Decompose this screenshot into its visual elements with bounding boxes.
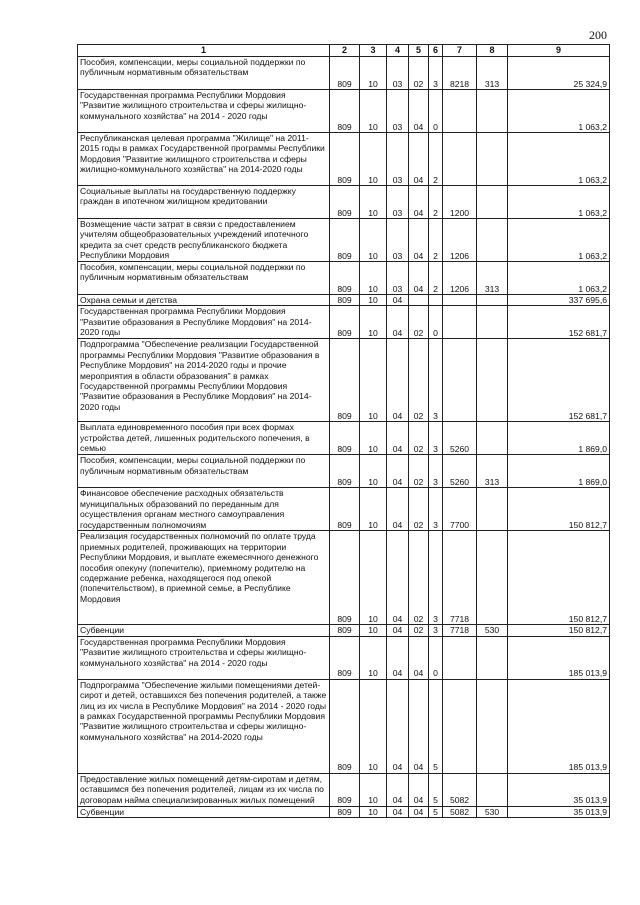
subsection-code-cell: 03 — [387, 262, 409, 295]
program-code-cell: 02 — [409, 422, 429, 455]
ministry-code-cell: 809 — [330, 306, 360, 339]
subprogram-code-cell: 5 — [429, 773, 443, 806]
ministry-code-cell: 809 — [330, 57, 360, 90]
row-name-cell: Выплата единовременного пособия при всех формах устройства детей, лишенных родительского попечения, в семью — [78, 422, 330, 455]
table-header-row — [78, 45, 610, 57]
row-name-cell: Подпрограмма "Обеспечение реализации Государственной программы Республики Мордовия "Развитие образования в Республике Мордовия" на 2014-2020 годы и прочие мероприятия в области образования" в рамках Государственной программы Республики Мордовия "Развитие образования в Республике Мордовия" на 2014-2020 годы — [78, 339, 330, 422]
program-code-cell: 04 — [409, 806, 429, 817]
target-code-cell: 5082 — [443, 806, 477, 817]
col-header-subsection: 4 — [387, 45, 409, 57]
amount-cell: 150 812,7 — [508, 531, 610, 625]
expense-type-cell — [477, 186, 508, 219]
amount-cell: 1 869,0 — [508, 455, 610, 488]
section-code-cell: 10 — [360, 422, 387, 455]
subprogram-code-cell: 0 — [429, 306, 443, 339]
expense-type-cell: 313 — [477, 262, 508, 295]
table-row — [78, 306, 610, 339]
ministry-code-cell: 809 — [330, 133, 360, 186]
expense-type-cell — [477, 133, 508, 186]
program-code-cell: 02 — [409, 625, 429, 636]
subprogram-code-cell: 5 — [429, 679, 443, 773]
section-code-cell: 10 — [360, 773, 387, 806]
amount-cell: 185 013,9 — [508, 679, 610, 773]
amount-cell: 1 063,2 — [508, 133, 610, 186]
ministry-code-cell: 809 — [330, 488, 360, 531]
table-row — [78, 219, 610, 262]
row-name-cell: Пособия, компенсации, меры социальной поддержки по публичным нормативным обязательствам — [78, 262, 330, 295]
subprogram-code-cell: 2 — [429, 186, 443, 219]
subsection-code-cell: 04 — [387, 455, 409, 488]
row-name-cell: Предоставление жилых помещений детям-сиротам и детям, оставшимся без попечения родителей, лицам из их числа по договорам найма специализированных жилых помещений — [78, 773, 330, 806]
program-code-cell: 02 — [409, 306, 429, 339]
target-code-cell — [443, 339, 477, 422]
subsection-code-cell: 03 — [387, 133, 409, 186]
section-code-cell: 10 — [360, 636, 387, 679]
target-code-cell: 5260 — [443, 422, 477, 455]
expense-type-cell — [477, 339, 508, 422]
target-code-cell: 8218 — [443, 57, 477, 90]
row-name-cell: Пособия, компенсации, меры социальной поддержки по публичным нормативным обязательствам — [78, 455, 330, 488]
budget-table — [77, 44, 610, 818]
ministry-code-cell: 809 — [330, 295, 360, 306]
program-code-cell: 04 — [409, 90, 429, 133]
section-code-cell: 10 — [360, 679, 387, 773]
row-name-cell: Субвенции — [78, 806, 330, 817]
page-number: 200 — [589, 28, 607, 42]
amount-cell: 1 869,0 — [508, 422, 610, 455]
col-header-target: 7 — [443, 45, 477, 57]
program-code-cell: 02 — [409, 488, 429, 531]
program-code-cell — [409, 295, 429, 306]
table-row — [78, 186, 610, 219]
table-row — [78, 57, 610, 90]
amount-cell: 1 063,2 — [508, 262, 610, 295]
expense-type-cell — [477, 295, 508, 306]
row-name-cell: Реализация государственных полномочий по оплате труда приемных родителей, проживающих на территории Республики Мордовия, и выплате ежемесячного денежного пособия опекуну (попечителю), приемному родителю на содержание ребенка, находящегося под опекой (попечительством), в приемной семье, в Республике Мордовия — [78, 531, 330, 625]
target-code-cell — [443, 90, 477, 133]
amount-cell: 152 681,7 — [508, 339, 610, 422]
section-code-cell: 10 — [360, 625, 387, 636]
ministry-code-cell: 809 — [330, 806, 360, 817]
program-code-cell: 04 — [409, 133, 429, 186]
section-code-cell: 10 — [360, 339, 387, 422]
program-code-cell: 02 — [409, 455, 429, 488]
program-code-cell: 04 — [409, 636, 429, 679]
section-code-cell: 10 — [360, 806, 387, 817]
amount-cell: 25 324,9 — [508, 57, 610, 90]
table-row — [78, 679, 610, 773]
subsection-code-cell: 03 — [387, 90, 409, 133]
amount-cell: 337 695,6 — [508, 295, 610, 306]
section-code-cell: 10 — [360, 57, 387, 90]
target-code-cell: 1206 — [443, 262, 477, 295]
row-name-cell: Государственная программа Республики Мордовия "Развитие образования в Республике Мордовия" на 2014-2020 годы — [78, 306, 330, 339]
expense-type-cell — [477, 90, 508, 133]
row-name-cell: Пособия, компенсации, меры социальной поддержки по публичным нормативным обязательствам — [78, 57, 330, 90]
subprogram-code-cell: 3 — [429, 625, 443, 636]
ministry-code-cell: 809 — [330, 186, 360, 219]
table-row — [78, 295, 610, 306]
amount-cell: 1 063,2 — [508, 219, 610, 262]
ministry-code-cell: 809 — [330, 219, 360, 262]
col-header-section: 3 — [360, 45, 387, 57]
program-code-cell: 04 — [409, 219, 429, 262]
program-code-cell: 04 — [409, 773, 429, 806]
ministry-code-cell: 809 — [330, 262, 360, 295]
ministry-code-cell: 809 — [330, 636, 360, 679]
subprogram-code-cell: 3 — [429, 531, 443, 625]
subprogram-code-cell: 0 — [429, 90, 443, 133]
target-code-cell — [443, 636, 477, 679]
table-row — [78, 625, 610, 636]
ministry-code-cell: 809 — [330, 455, 360, 488]
expense-type-cell — [477, 679, 508, 773]
subprogram-code-cell: 3 — [429, 488, 443, 531]
subprogram-code-cell: 2 — [429, 219, 443, 262]
section-code-cell: 10 — [360, 219, 387, 262]
ministry-code-cell: 809 — [330, 422, 360, 455]
subprogram-code-cell: 3 — [429, 339, 443, 422]
row-name-cell: Социальные выплаты на государственную поддержку граждан в ипотечном жилищном кредитовании — [78, 186, 330, 219]
subprogram-code-cell: 3 — [429, 57, 443, 90]
ministry-code-cell: 809 — [330, 531, 360, 625]
amount-cell: 35 013,9 — [508, 806, 610, 817]
amount-cell: 152 681,7 — [508, 306, 610, 339]
ministry-code-cell: 809 — [330, 679, 360, 773]
expense-type-cell: 530 — [477, 625, 508, 636]
table-row — [78, 488, 610, 531]
subsection-code-cell: 04 — [387, 531, 409, 625]
subsection-code-cell: 04 — [387, 679, 409, 773]
subprogram-code-cell: 2 — [429, 133, 443, 186]
row-name-cell: Возмещение части затрат в связи с предоставлением учителям общеобразовательных учреждений ипотечного кредита за счет средств республиканского бюджета Республики Мордовия — [78, 219, 330, 262]
table-row — [78, 636, 610, 679]
subsection-code-cell: 03 — [387, 57, 409, 90]
subprogram-code-cell: 3 — [429, 455, 443, 488]
subsection-code-cell: 04 — [387, 306, 409, 339]
table-row — [78, 806, 610, 817]
expense-type-cell: 313 — [477, 455, 508, 488]
program-code-cell: 02 — [409, 57, 429, 90]
row-name-cell: Субвенции — [78, 625, 330, 636]
row-name-cell: Охрана семьи и детства — [78, 295, 330, 306]
subprogram-code-cell: 3 — [429, 422, 443, 455]
amount-cell: 1 063,2 — [508, 186, 610, 219]
expense-type-cell: 530 — [477, 806, 508, 817]
col-header-ministry: 2 — [330, 45, 360, 57]
ministry-code-cell: 809 — [330, 339, 360, 422]
program-code-cell: 04 — [409, 262, 429, 295]
target-code-cell: 7718 — [443, 625, 477, 636]
target-code-cell — [443, 306, 477, 339]
table-row — [78, 422, 610, 455]
program-code-cell: 02 — [409, 339, 429, 422]
col-header-subprogram: 6 — [429, 45, 443, 57]
subsection-code-cell: 04 — [387, 422, 409, 455]
program-code-cell: 02 — [409, 531, 429, 625]
target-code-cell — [443, 295, 477, 306]
subsection-code-cell: 03 — [387, 186, 409, 219]
ministry-code-cell: 809 — [330, 773, 360, 806]
expense-type-cell — [477, 773, 508, 806]
col-header-program: 5 — [409, 45, 429, 57]
ministry-code-cell: 809 — [330, 625, 360, 636]
table-row — [78, 90, 610, 133]
section-code-cell: 10 — [360, 455, 387, 488]
subsection-code-cell: 04 — [387, 625, 409, 636]
expense-type-cell — [477, 306, 508, 339]
table-row — [78, 262, 610, 295]
section-code-cell: 10 — [360, 90, 387, 133]
amount-cell: 35 013,9 — [508, 773, 610, 806]
program-code-cell: 04 — [409, 679, 429, 773]
section-code-cell: 10 — [360, 488, 387, 531]
subprogram-code-cell: 0 — [429, 636, 443, 679]
subsection-code-cell: 04 — [387, 488, 409, 531]
expense-type-cell — [477, 636, 508, 679]
subprogram-code-cell — [429, 295, 443, 306]
table-row — [78, 531, 610, 625]
amount-cell: 150 812,7 — [508, 488, 610, 531]
target-code-cell: 1200 — [443, 186, 477, 219]
col-header-expense-type: 8 — [477, 45, 508, 57]
target-code-cell — [443, 679, 477, 773]
amount-cell: 150 812,7 — [508, 625, 610, 636]
row-name-cell: Республиканская целевая программа "Жилище" на 2011-2015 годы в рамках Государственной программы Республики Мордовия "Развитие жилищного строительства и сферы жилищно-коммунального хозяйства" на 2014-2020 годы — [78, 133, 330, 186]
target-code-cell: 7700 — [443, 488, 477, 531]
subprogram-code-cell: 2 — [429, 262, 443, 295]
target-code-cell: 5082 — [443, 773, 477, 806]
table-row — [78, 339, 610, 422]
section-code-cell: 10 — [360, 133, 387, 186]
ministry-code-cell: 809 — [330, 90, 360, 133]
subprogram-code-cell: 5 — [429, 806, 443, 817]
expense-type-cell — [477, 488, 508, 531]
section-code-cell: 10 — [360, 306, 387, 339]
row-name-cell: Подпрограмма "Обеспечение жилыми помещениями детей-сирот и детей, оставшихся без попечения родителей, а также лиц из их числа в Республике Мордовия" на 2014 - 2020 годы в рамках Государственной программы Республики Мордовия "Развитие жилищного строительства и сферы жилищно-коммунального хозяйства" на 2014-2020 годы — [78, 679, 330, 773]
target-code-cell: 7718 — [443, 531, 477, 625]
expense-type-cell — [477, 219, 508, 262]
subsection-code-cell: 03 — [387, 219, 409, 262]
section-code-cell: 10 — [360, 262, 387, 295]
subsection-code-cell: 04 — [387, 636, 409, 679]
subsection-code-cell: 04 — [387, 806, 409, 817]
target-code-cell: 1206 — [443, 219, 477, 262]
subsection-code-cell: 04 — [387, 339, 409, 422]
subsection-code-cell: 04 — [387, 295, 409, 306]
col-header-name: 1 — [78, 45, 330, 57]
target-code-cell — [443, 133, 477, 186]
target-code-cell: 5260 — [443, 455, 477, 488]
expense-type-cell: 313 — [477, 57, 508, 90]
section-code-cell: 10 — [360, 531, 387, 625]
program-code-cell: 04 — [409, 186, 429, 219]
row-name-cell: Финансовое обеспечение расходных обязательств муниципальных образований по переданным для осуществления органам местного самоуправления государственным полномочиям — [78, 488, 330, 531]
amount-cell: 185 013,9 — [508, 636, 610, 679]
amount-cell: 1 063,2 — [508, 90, 610, 133]
section-code-cell: 10 — [360, 295, 387, 306]
expense-type-cell — [477, 422, 508, 455]
col-header-amount: 9 — [508, 45, 610, 57]
expense-type-cell — [477, 531, 508, 625]
section-code-cell: 10 — [360, 186, 387, 219]
table-row — [78, 773, 610, 806]
table-row — [78, 133, 610, 186]
table-row — [78, 455, 610, 488]
subsection-code-cell: 04 — [387, 773, 409, 806]
row-name-cell: Государственная программа Республики Мордовия "Развитие жилищного строительства и сферы жилищно-коммунального хозяйства" на 2014 - 2020 годы — [78, 90, 330, 133]
row-name-cell: Государственная программа Республики Мордовия "Развитие жилищного строительства и сферы жилищно-коммунального хозяйства" на 2014 - 2020 годы — [78, 636, 330, 679]
